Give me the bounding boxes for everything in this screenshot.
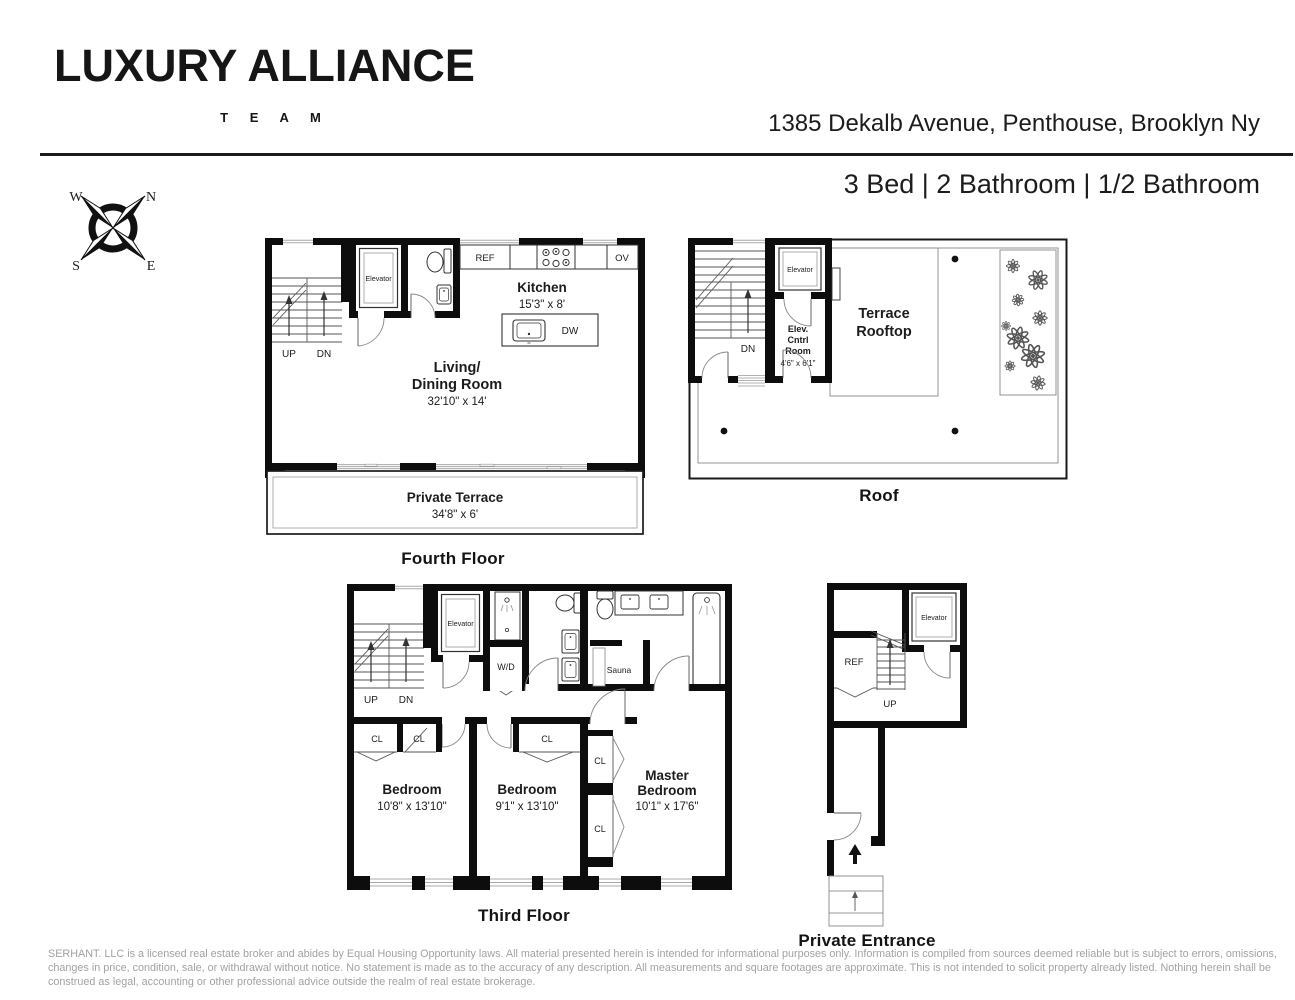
brand-logo: LUXURY ALLIANCE bbox=[54, 40, 475, 91]
fourth-floor-plan bbox=[265, 238, 645, 538]
closet-label: CL bbox=[594, 756, 606, 766]
roof-bulkhead bbox=[688, 238, 840, 386]
oven-label: OV bbox=[615, 253, 629, 264]
roof-plan bbox=[688, 238, 1068, 480]
powder-room bbox=[401, 238, 460, 318]
elevator-label: Elevator bbox=[787, 267, 813, 274]
compass-e: E bbox=[146, 259, 156, 274]
bed-bath-specs: 3 Bed | 2 Bathroom | 1/2 Bathroom bbox=[843, 169, 1260, 199]
stair-up-label: UP bbox=[883, 699, 897, 710]
bedroom1-name: Bedroom bbox=[382, 782, 442, 797]
master-dims: 10'1" x 17'6" bbox=[635, 801, 699, 813]
brand-sub-label: T E A M bbox=[220, 110, 330, 125]
living-name-1: Living/ bbox=[433, 360, 481, 376]
elev-room-label-1: Elev. bbox=[787, 324, 809, 334]
toilet-icon bbox=[556, 593, 581, 613]
sauna-label: Sauna bbox=[606, 665, 632, 675]
living-dims: 32'10" x 14' bbox=[427, 396, 487, 408]
ref-closet-label: REF bbox=[844, 657, 864, 668]
dishwasher-label: DW bbox=[561, 326, 579, 337]
closet-label: CL bbox=[541, 734, 553, 744]
compass-rose-icon bbox=[58, 173, 168, 283]
private-terrace bbox=[265, 470, 645, 534]
washer-dryer-label: W/D bbox=[497, 662, 515, 672]
entry-vestibule bbox=[829, 876, 883, 926]
compass-n: N bbox=[145, 190, 157, 205]
bedroom2-name: Bedroom bbox=[497, 782, 557, 797]
stair-up-label: UP bbox=[282, 349, 296, 360]
property-address: 1385 Dekalb Avenue, Penthouse, Brooklyn Ny bbox=[768, 110, 1260, 137]
roof-vent bbox=[832, 268, 840, 300]
disclaimer-text: SERHANT. LLC is a licensed real estate broker and abides by Equal Housing Opportunity laws. All material presented herein is intended for informational purposes only. Information is compiled from sources deemed reliable but is subject to errors, omissions, changes in price, condition, sale, or withdrawal without notice. No statement is made as to the accuracy of any description. All measurements and square footages are approximate. This is not intended to solicit property already listed. Nothing herein shall be construed as legal, accounting or other professional advice outside the realm of real estate brokerage. bbox=[48, 948, 1277, 988]
private-entrance-caption: Private Entrance bbox=[798, 931, 936, 950]
roof-terrace-name-2: Rooftop bbox=[856, 324, 912, 340]
master-name-2: Bedroom bbox=[637, 783, 697, 798]
third-floor-caption: Third Floor bbox=[478, 906, 570, 925]
window bbox=[337, 463, 587, 470]
fridge-label: REF bbox=[475, 253, 495, 264]
elev-room-label-2: Cntrl bbox=[787, 335, 809, 345]
elevator-label: Elevator bbox=[447, 619, 474, 628]
terrace-dims: 34'8" x 6' bbox=[431, 509, 479, 521]
kitchen-name: Kitchen bbox=[517, 280, 567, 295]
kitchen-dims: 15'3" x 8' bbox=[518, 299, 566, 311]
stair-up-label: UP bbox=[364, 695, 378, 706]
stair-dn-label: DN bbox=[316, 349, 332, 360]
compass-s: S bbox=[72, 259, 80, 274]
elevator-label: Elevator bbox=[365, 274, 392, 283]
living-name-2: Dining Room bbox=[411, 377, 503, 393]
vanity-sinks bbox=[615, 591, 683, 615]
closet-label: CL bbox=[371, 734, 383, 744]
kitchen-island bbox=[502, 314, 598, 346]
elevator-label: Elevator bbox=[921, 615, 947, 622]
terrace-name: Private Terrace bbox=[406, 490, 504, 505]
toilet-icon bbox=[597, 591, 613, 619]
roof-caption: Roof bbox=[859, 486, 899, 505]
stair-dn-label: DN bbox=[740, 344, 756, 355]
fourth-floor-caption: Fourth Floor bbox=[401, 549, 505, 568]
entry-door-arc bbox=[834, 813, 861, 840]
shower-tub bbox=[693, 593, 720, 687]
stair-dn-label: DN bbox=[398, 695, 414, 706]
header-divider bbox=[40, 153, 1293, 156]
planting-bed bbox=[1000, 250, 1056, 395]
compass-w: W bbox=[69, 190, 83, 205]
master-name-1: Master bbox=[645, 768, 689, 783]
sink-icon bbox=[437, 285, 451, 304]
closet-label: CL bbox=[413, 734, 425, 744]
bedroom1-dims: 10'8" x 13'10" bbox=[377, 801, 447, 813]
roof-terrace-name-1: Terrace bbox=[858, 306, 910, 322]
bedroom2-dims: 9'1" x 13'10" bbox=[495, 801, 559, 813]
elev-room-dims: 4'6" x 6'1" bbox=[780, 359, 816, 368]
entry-arrow-icon bbox=[849, 844, 862, 864]
third-floor-plan bbox=[347, 584, 732, 896]
elev-room-label-3: Room bbox=[785, 346, 811, 356]
private-entrance-plan bbox=[827, 583, 967, 928]
closet-label: CL bbox=[594, 824, 606, 834]
